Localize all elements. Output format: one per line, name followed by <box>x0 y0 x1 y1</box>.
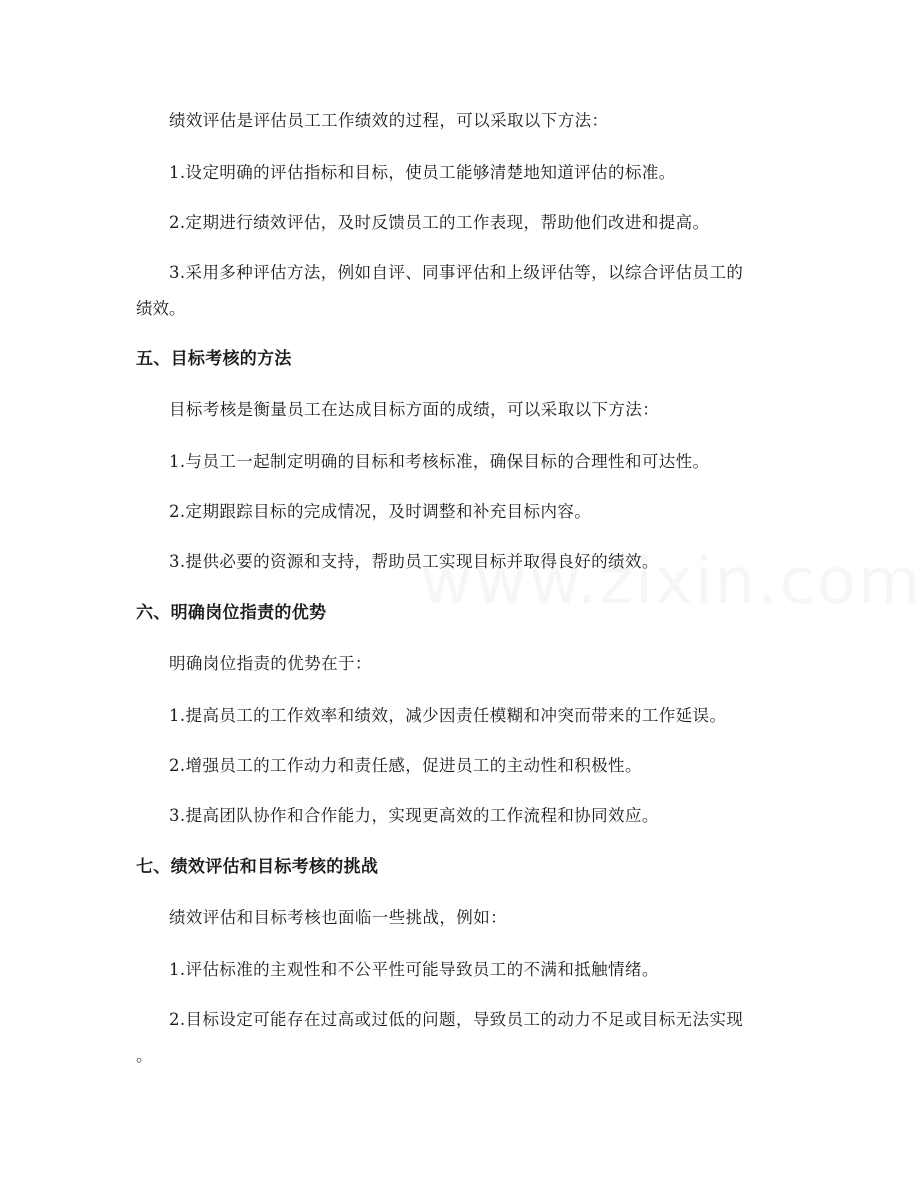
section7-item-1: 1.评估标准的主观性和不公平性可能导致员工的不满和抵触情绪。 <box>169 960 659 979</box>
section6-item-2: 2.增强员工的工作动力和责任感，促进员工的主动性和积极性。 <box>169 756 642 775</box>
section5-item-3: 3.提供必要的资源和支持，帮助员工实现目标并取得良好的绩效。 <box>169 552 659 571</box>
section5-intro: 目标考核是衡量员工在达成目标方面的成绩，可以采取以下方法： <box>169 400 660 419</box>
section7-intro: 绩效评估和目标考核也面临一些挑战，例如： <box>169 908 507 927</box>
section5-heading: 五、目标考核的方法 <box>136 349 292 369</box>
section4-item-1: 1.设定明确的评估指标和目标，使员工能够清楚地知道评估的标准。 <box>169 163 676 182</box>
section5-item-1: 1.与员工一起制定明确的目标和考核标准，确保目标的合理性和可达性。 <box>169 452 710 471</box>
section4-item-3: 3.采用多种评估方法，例如自评、同事评估和上级评估等，以综合评估员工的 <box>169 263 744 282</box>
section7-item-2: 2.目标设定可能存在过高或过低的问题，导致员工的动力不足或目标无法实现 <box>169 1010 744 1029</box>
section6-heading: 六、明确岗位指责的优势 <box>136 603 327 623</box>
section4-item-2: 2.定期进行绩效评估，及时反馈员工的工作表现，帮助他们改进和提高。 <box>169 213 710 232</box>
section7-heading: 七、绩效评估和目标考核的挑战 <box>136 857 379 877</box>
section6-item-1: 1.提高员工的工作效率和绩效，减少因责任模糊和冲突而带来的工作延误。 <box>169 706 727 725</box>
section5-item-2: 2.定期跟踪目标的完成情况，及时调整和补充目标内容。 <box>169 502 592 521</box>
section7-item-2-continued: 。 <box>136 1046 153 1065</box>
section6-item-3: 3.提高团队协作和合作能力，实现更高效的工作流程和协同效应。 <box>169 806 659 825</box>
section4-item-3-continued: 绩效。 <box>136 299 186 318</box>
section4-intro: 绩效评估是评估员工工作绩效的过程，可以采取以下方法： <box>169 111 609 130</box>
section6-intro: 明确岗位指责的优势在于： <box>169 654 372 673</box>
